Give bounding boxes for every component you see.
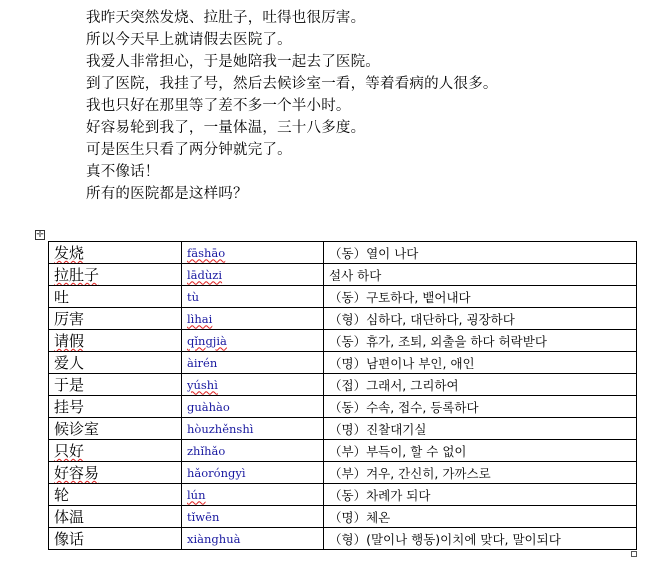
cell-meaning[interactable] [324, 418, 637, 440]
table-row [49, 528, 637, 550]
cell-pinyin[interactable] [182, 242, 324, 264]
hanzi-text: 体温 [54, 508, 85, 526]
cell-meaning[interactable] [324, 352, 637, 374]
meaning-text: （동）구토하다, 뱉어내다 [329, 289, 471, 305]
cell-meaning[interactable] [324, 264, 637, 286]
meaning-text: （부）부득이, 할 수 없이 [329, 443, 467, 459]
meaning-text: （명）남편이나 부인, 애인 [329, 355, 475, 371]
hanzi-text: 爱人 [54, 354, 85, 372]
table-row [49, 440, 637, 462]
hanzi-text: 候诊室 [54, 420, 100, 438]
pinyin-text: lún [187, 487, 206, 502]
cell-pinyin[interactable] [182, 462, 324, 484]
pinyin-text: lìhai [187, 311, 213, 326]
cell-meaning[interactable] [324, 374, 637, 396]
pinyin-text: hòuzhěnshì [187, 421, 254, 436]
table-row [49, 396, 637, 418]
vocabulary-table [48, 241, 637, 550]
cell-meaning[interactable] [324, 396, 637, 418]
cell-meaning[interactable] [324, 528, 637, 550]
cell-pinyin[interactable] [182, 286, 324, 308]
hanzi-text: 好容易 [54, 464, 100, 482]
cell-hanzi[interactable] [49, 528, 182, 550]
cell-meaning[interactable] [324, 506, 637, 528]
hanzi-text: 于是 [54, 376, 85, 394]
cell-meaning[interactable] [324, 308, 637, 330]
passage-line-7[interactable]: 可是医生只看了两分钟就完了。 [86, 142, 292, 158]
table-row [49, 462, 637, 484]
passage-line-6[interactable]: 好容易轮到我了，一量体温，三十八多度。 [86, 120, 366, 136]
pinyin-text: lādùzi [187, 267, 223, 282]
meaning-text: （동）차례가 되다 [329, 487, 431, 503]
meaning-text: （부）겨우, 간신히, 가까스로 [329, 465, 491, 481]
cell-pinyin[interactable] [182, 308, 324, 330]
hanzi-text: 请假 [54, 332, 85, 350]
cell-hanzi[interactable] [49, 352, 182, 374]
table-row [49, 374, 637, 396]
meaning-text: 설사 하다 [329, 267, 382, 283]
cell-hanzi[interactable] [49, 418, 182, 440]
meaning-text: （형）심하다, 대단하다, 굉장하다 [329, 311, 515, 327]
passage-line-2[interactable]: 所以今天早上就请假去医院了。 [86, 32, 292, 48]
meaning-text: （명）진찰대기실 [329, 421, 427, 437]
cell-meaning[interactable] [324, 440, 637, 462]
table-row [49, 506, 637, 528]
table-row [49, 352, 637, 374]
cell-pinyin[interactable] [182, 264, 324, 286]
hanzi-text: 挂号 [54, 398, 85, 416]
pinyin-text: qǐngjià [187, 333, 227, 348]
pinyin-text: xiànghuà [187, 531, 241, 546]
cell-hanzi[interactable] [49, 506, 182, 528]
cell-pinyin[interactable] [182, 484, 324, 506]
table-resize-handle-icon[interactable] [631, 551, 637, 557]
pinyin-text: tù [187, 289, 200, 304]
cell-hanzi[interactable] [49, 396, 182, 418]
table-row [49, 242, 637, 264]
hanzi-text: 发烧 [54, 244, 85, 262]
cell-hanzi[interactable] [49, 462, 182, 484]
cell-hanzi[interactable] [49, 484, 182, 506]
cell-pinyin[interactable] [182, 330, 324, 352]
pinyin-text: yúshì [187, 377, 218, 392]
hanzi-text: 厉害 [54, 310, 85, 328]
cell-hanzi[interactable] [49, 242, 182, 264]
cell-pinyin[interactable] [182, 374, 324, 396]
pinyin-text: tǐwēn [187, 509, 220, 524]
pinyin-text: àirén [187, 355, 218, 370]
pinyin-text: zhǐhǎo [187, 443, 226, 458]
table-row [49, 418, 637, 440]
table-row [49, 484, 637, 506]
meaning-text: （명）체온 [329, 509, 391, 525]
table-row [49, 308, 637, 330]
cell-hanzi[interactable] [49, 440, 182, 462]
table-row [49, 264, 637, 286]
cell-pinyin[interactable] [182, 396, 324, 418]
hanzi-text: 拉肚子 [54, 266, 100, 284]
passage-line-3[interactable]: 我爱人非常担心，于是她陪我一起去了医院。 [86, 54, 380, 70]
passage-text[interactable] [86, 7, 626, 205]
hanzi-text: 轮 [54, 486, 70, 504]
cell-hanzi[interactable] [49, 264, 182, 286]
cell-pinyin[interactable] [182, 528, 324, 550]
pinyin-text: fāshāo [187, 245, 226, 260]
table-row [49, 330, 637, 352]
meaning-text: （동）휴가, 조퇴, 외출을 하다 허락받다 [329, 333, 547, 349]
table-move-handle-icon[interactable]: ✛ [36, 230, 44, 240]
meaning-text: （동）수속, 접수, 등록하다 [329, 399, 479, 415]
passage-line-1[interactable]: 我昨天突然发烧、拉肚子，吐得也很厉害。 [86, 10, 366, 26]
meaning-text: （형）(말이나 행동)이치에 맞다, 말이되다 [329, 531, 561, 547]
cell-pinyin[interactable] [182, 352, 324, 374]
passage-line-9[interactable]: 所有的医院都是这样吗？ [86, 186, 248, 202]
passage-line-4[interactable]: 到了医院，我挂了号，然后去候诊室一看，等着看病的人很多。 [86, 76, 498, 92]
passage-line-5[interactable]: 我也只好在那里等了差不多一个半小时。 [86, 98, 351, 114]
cell-hanzi[interactable] [49, 330, 182, 352]
passage-line-8[interactable]: 真不像话！ [86, 164, 160, 180]
cell-pinyin[interactable] [182, 440, 324, 462]
cell-hanzi[interactable] [49, 374, 182, 396]
cell-meaning[interactable] [324, 462, 637, 484]
cell-meaning[interactable] [324, 484, 637, 506]
pinyin-text: hǎoróngyì [187, 465, 246, 480]
meaning-text: （접）그래서, 그리하여 [329, 377, 459, 393]
cell-meaning[interactable] [324, 330, 637, 352]
cell-pinyin[interactable] [182, 506, 324, 528]
table-row [49, 286, 637, 308]
hanzi-text: 吐 [54, 288, 70, 306]
cell-meaning[interactable] [324, 242, 637, 264]
pinyin-text: guàhào [187, 399, 230, 414]
hanzi-text: 像话 [54, 530, 85, 548]
meaning-text: （동）열이 나다 [329, 245, 419, 261]
cell-hanzi[interactable] [49, 308, 182, 330]
hanzi-text: 只好 [54, 442, 85, 460]
cell-meaning[interactable] [324, 286, 637, 308]
cell-hanzi[interactable] [49, 286, 182, 308]
cell-pinyin[interactable] [182, 418, 324, 440]
